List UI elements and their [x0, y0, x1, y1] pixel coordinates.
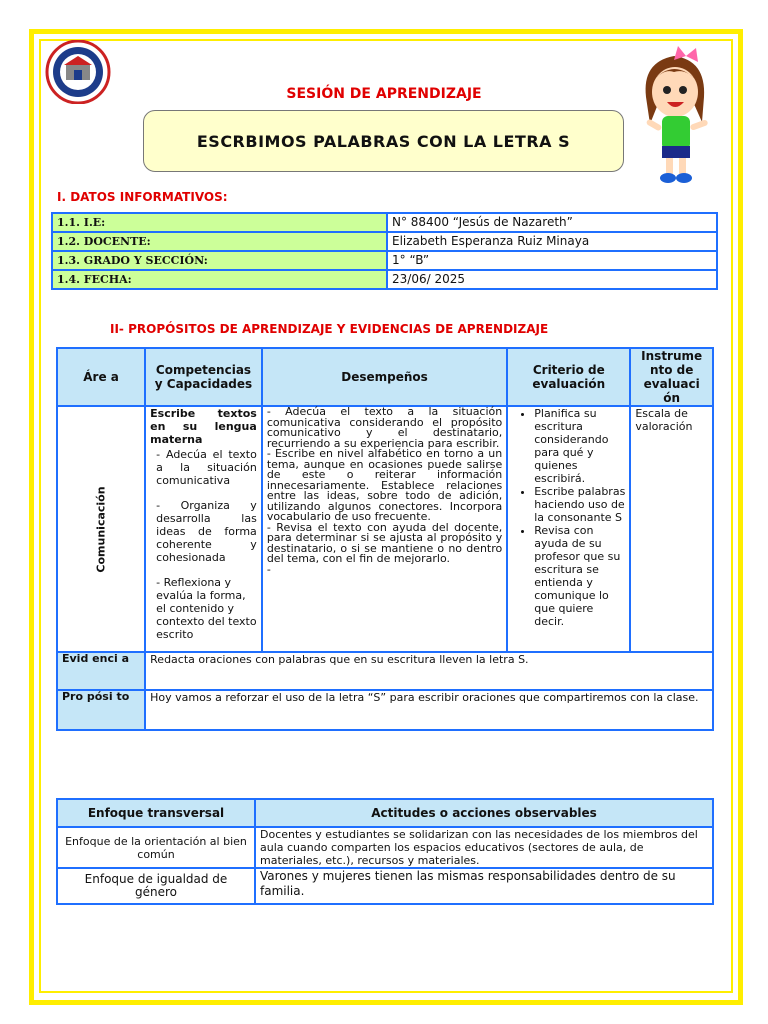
enfoque-name: Enfoque de la orientación al bien común — [57, 827, 255, 868]
info-value: 1° “B” — [387, 251, 717, 270]
table-row — [57, 406, 713, 652]
header-actitudes: Actitudes o acciones observables — [255, 799, 713, 827]
capacidad-item: - Adecúa el texto a la situación comunicativa — [156, 448, 257, 487]
header-enfoque: Enfoque transversal — [57, 799, 255, 827]
area-label: Comunicación — [94, 485, 108, 573]
criterio-list — [512, 407, 625, 628]
datos-informativos-table — [51, 212, 718, 290]
criterio-cell — [507, 406, 630, 652]
table-row — [52, 251, 717, 270]
evidencia-text: Redacta oraciones con palabras que en su escritura lleven la letra S. — [145, 652, 713, 690]
capacidad-item: - Organiza y desarrolla las ideas de forma coherente y cohesionada — [156, 499, 257, 564]
header-criterio: Criterio de evaluación — [507, 348, 630, 406]
table-row — [52, 213, 717, 232]
competencia-title: Escribe textos en su lengua materna — [150, 407, 257, 446]
info-label: 1.1. I.E: — [52, 213, 387, 232]
enfoque-name: Enfoque de igualdad de género — [57, 868, 255, 904]
table-header-row — [57, 348, 713, 406]
session-title-box — [143, 110, 624, 172]
proposito-label: Pro pósi to — [57, 690, 145, 730]
evidencia-label: Evid enci a — [57, 652, 145, 690]
section-heading-datos: I. DATOS INFORMATIVOS: — [57, 190, 228, 204]
enfoque-actitud: Varones y mujeres tienen las mismas responsabilidades dentro de su familia. — [255, 868, 713, 904]
session-subtitle: SESIÓN DE APRENDIZAJE — [286, 86, 482, 102]
header-area: Áre a — [57, 348, 145, 406]
capacidad-item: - Reflexiona y evalúa la forma, el contenido y contexto del texto escrito — [156, 576, 257, 641]
list-item: • Planifica su escritura considerando para qué y quienes escribirá. — [534, 407, 625, 485]
info-label: 1.4. FECHA: — [52, 270, 387, 289]
proposito-text: Hoy vamos a reforzar el uso de la letra “S” para escribir oraciones que compartiremos con la clase. — [145, 690, 713, 730]
header-competencias: Competencias y Capacidades — [145, 348, 262, 406]
desempenos-cell — [262, 406, 507, 652]
cartoon-girl-icon — [634, 42, 716, 187]
table-row — [57, 868, 713, 904]
desempeno-item: - Escribe en nivel alfabético en torno a un tema, aunque en ocasiones puede salirse de este o reiterar información innecesariamente. Establece relaciones entre las ideas, sobre todo de adición, utilizando algunos conectores. Incorpora vocabulario de uso frecuente. — [266, 447, 503, 523]
table-row — [57, 827, 713, 868]
info-value: N° 88400 “Jesús de Nazareth” — [387, 213, 717, 232]
header-desempenos: Desempeños — [262, 348, 507, 406]
table-row — [52, 232, 717, 251]
table-row — [57, 690, 713, 730]
table-header-row — [57, 799, 713, 827]
enfoques-table — [56, 798, 714, 905]
desempeno-item: - — [266, 562, 271, 576]
info-value: Elizabeth Esperanza Ruiz Minaya — [387, 232, 717, 251]
enfoque-actitud: Docentes y estudiantes se solidarizan con las necesidades de los miembros del aula cuando comparten los espacios educativos (sectores de aula, de materiales, etc.), recursos y materiales. — [255, 827, 713, 868]
section-heading-propositos: II- PROPÓSITOS DE APRENDIZAJE Y EVIDENCIAS DE APRENDIZAJE — [110, 322, 549, 336]
info-label: 1.2. DOCENTE: — [52, 232, 387, 251]
competencias-cell — [145, 406, 262, 652]
list-item: • Escribe palabras haciendo uso de la consonante S — [534, 485, 625, 524]
info-label: 1.3. GRADO Y SECCIÓN: — [52, 251, 387, 270]
table-row — [57, 652, 713, 690]
header-instrumento: Instrume nto de evaluaci ón — [630, 348, 713, 406]
session-title: ESCRBIMOS PALABRAS CON LA LETRA S — [196, 131, 571, 151]
table-row — [52, 270, 717, 289]
list-item: • Revisa con ayuda de su profesor que su escritura se entienda y comunique lo que quiere decir. — [534, 524, 625, 628]
desempeno-item: - Revisa el texto con ayuda del docente, para determinar si se ajusta al propósito y destinatario, o si se mantiene o no dentro del tema, con el fin de mejorarlo. — [266, 520, 503, 565]
propositos-table — [56, 347, 714, 731]
area-cell — [57, 406, 145, 652]
instrumento-cell: Escala de valoración — [630, 406, 713, 652]
desempeno-item: - Adecúa el texto a la situación comunicativa considerando el propósito comunicativo y el destinatario, recurriendo a su experiencia para escribir. — [266, 405, 503, 450]
info-value: 23/06/ 2025 — [387, 270, 717, 289]
